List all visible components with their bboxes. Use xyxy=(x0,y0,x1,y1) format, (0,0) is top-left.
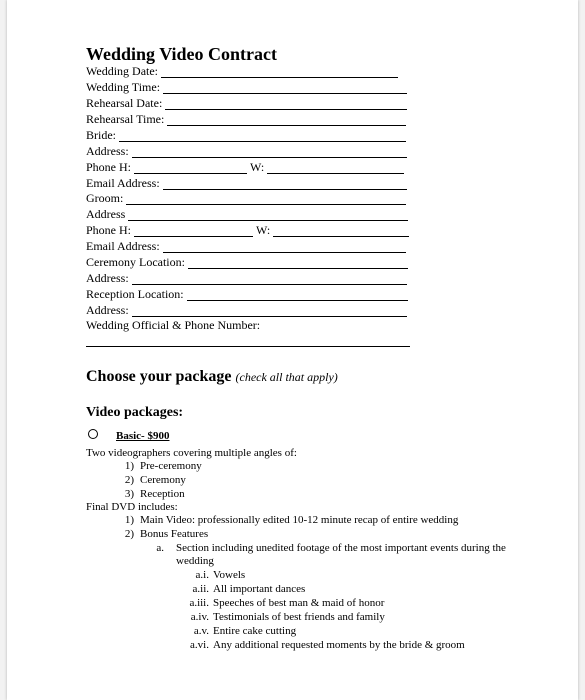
list-number: a.vi. xyxy=(190,639,209,651)
rehearsal-date-field[interactable] xyxy=(86,94,407,110)
reception-address-field[interactable] xyxy=(86,301,407,317)
list-number: 1) xyxy=(124,460,134,472)
ceremony-address-field[interactable] xyxy=(86,269,407,285)
bride-field[interactable] xyxy=(86,126,406,142)
list-item: Bonus Features xyxy=(140,528,209,540)
page-title: Wedding Video Contract xyxy=(86,44,278,64)
choose-package-heading xyxy=(86,368,338,386)
field-label: Reception Location: xyxy=(86,287,184,301)
list-number: 3) xyxy=(124,488,134,500)
groom-email-field[interactable] xyxy=(86,237,406,253)
list-number: a.ii. xyxy=(192,583,209,595)
field-label: Wedding Official & Phone Number: xyxy=(86,318,261,332)
input-line[interactable] xyxy=(267,162,404,174)
field-label: Phone H: xyxy=(86,223,131,237)
input-line[interactable] xyxy=(128,209,408,221)
field-label: W: xyxy=(256,223,271,237)
list-item: Reception xyxy=(140,488,185,500)
wedding-time-field[interactable] xyxy=(86,78,407,94)
ceremony-location-field[interactable] xyxy=(86,253,408,269)
input-line[interactable] xyxy=(167,114,406,126)
list-item: Section including unedited footage of the most important events during the xyxy=(176,542,506,554)
groom-field[interactable] xyxy=(86,189,406,205)
video-packages-heading: Video packages: xyxy=(86,405,184,420)
field-label: Address xyxy=(86,207,126,221)
input-line[interactable] xyxy=(134,225,253,237)
list-number: a.v. xyxy=(193,625,209,637)
list-number: a.iv. xyxy=(190,611,209,623)
rehearsal-time-field[interactable] xyxy=(86,110,406,126)
section-note: (check all that apply) xyxy=(235,370,338,384)
list-item: Ceremony xyxy=(140,474,186,486)
field-label: Bride: xyxy=(86,128,116,142)
field-label: Address: xyxy=(86,144,129,158)
input-line[interactable] xyxy=(161,66,398,78)
input-line[interactable] xyxy=(188,257,408,269)
field-label: W: xyxy=(250,160,265,174)
official-field xyxy=(86,316,260,332)
input-line[interactable] xyxy=(126,193,406,205)
list-item: Entire cake cutting xyxy=(213,625,297,637)
list-number: a.i. xyxy=(195,569,209,581)
input-line[interactable] xyxy=(163,82,407,94)
package-checkbox[interactable] xyxy=(88,429,98,439)
input-line[interactable] xyxy=(165,98,407,110)
list-item: Vowels xyxy=(213,569,246,581)
list-number: a. xyxy=(156,542,164,554)
field-label: Address: xyxy=(86,303,129,317)
field-label: Wedding Time: xyxy=(86,80,161,94)
list-item: Any additional requested moments by the bride & groom xyxy=(213,639,465,651)
field-label: Rehearsal Time: xyxy=(86,112,165,126)
list-item-continued: wedding xyxy=(176,555,214,567)
list-item: Speeches of best man & maid of honor xyxy=(213,597,385,609)
input-line[interactable] xyxy=(132,273,407,285)
list-number: 1) xyxy=(124,514,134,526)
input-line[interactable] xyxy=(119,130,406,142)
list-number: 2) xyxy=(124,474,134,486)
contract-page xyxy=(7,0,578,700)
input-line[interactable] xyxy=(134,162,247,174)
bride-email-field[interactable] xyxy=(86,174,407,190)
groom-address-field[interactable] xyxy=(86,205,408,221)
reception-location-field[interactable] xyxy=(86,285,408,301)
list-number: a.iii. xyxy=(189,597,209,609)
field-label: Email Address: xyxy=(86,176,160,190)
field-label: Address: xyxy=(86,271,129,285)
list-item: Pre-ceremony xyxy=(140,460,202,472)
list-item: All important dances xyxy=(213,583,306,595)
field-label: Rehearsal Date: xyxy=(86,96,163,110)
groom-phone-field[interactable] xyxy=(86,221,409,237)
wedding-date-field[interactable] xyxy=(86,62,398,78)
section-title-text: Choose your package xyxy=(86,368,232,385)
field-label: Phone H: xyxy=(86,160,131,174)
official-input-line[interactable] xyxy=(86,346,410,347)
dvd-intro: Final DVD includes: xyxy=(86,501,178,513)
input-line[interactable] xyxy=(273,225,409,237)
list-item: Main Video: professionally edited 10-12 minute recap of entire wedding xyxy=(140,514,459,526)
field-label: Email Address: xyxy=(86,239,160,253)
package-name: Basic- $900 xyxy=(116,430,170,442)
field-label: Groom: xyxy=(86,191,124,205)
list-item: Testimonials of best friends and family xyxy=(213,611,385,623)
bride-address-field[interactable] xyxy=(86,142,407,158)
list-number: 2) xyxy=(124,528,134,540)
input-line[interactable] xyxy=(187,289,408,301)
field-label: Wedding Date: xyxy=(86,64,159,78)
input-line[interactable] xyxy=(132,146,407,158)
coverage-intro: Two videographers covering multiple angles of: xyxy=(86,447,297,459)
field-label: Ceremony Location: xyxy=(86,255,185,269)
input-line[interactable] xyxy=(163,241,406,253)
bride-phone-field[interactable] xyxy=(86,158,404,174)
